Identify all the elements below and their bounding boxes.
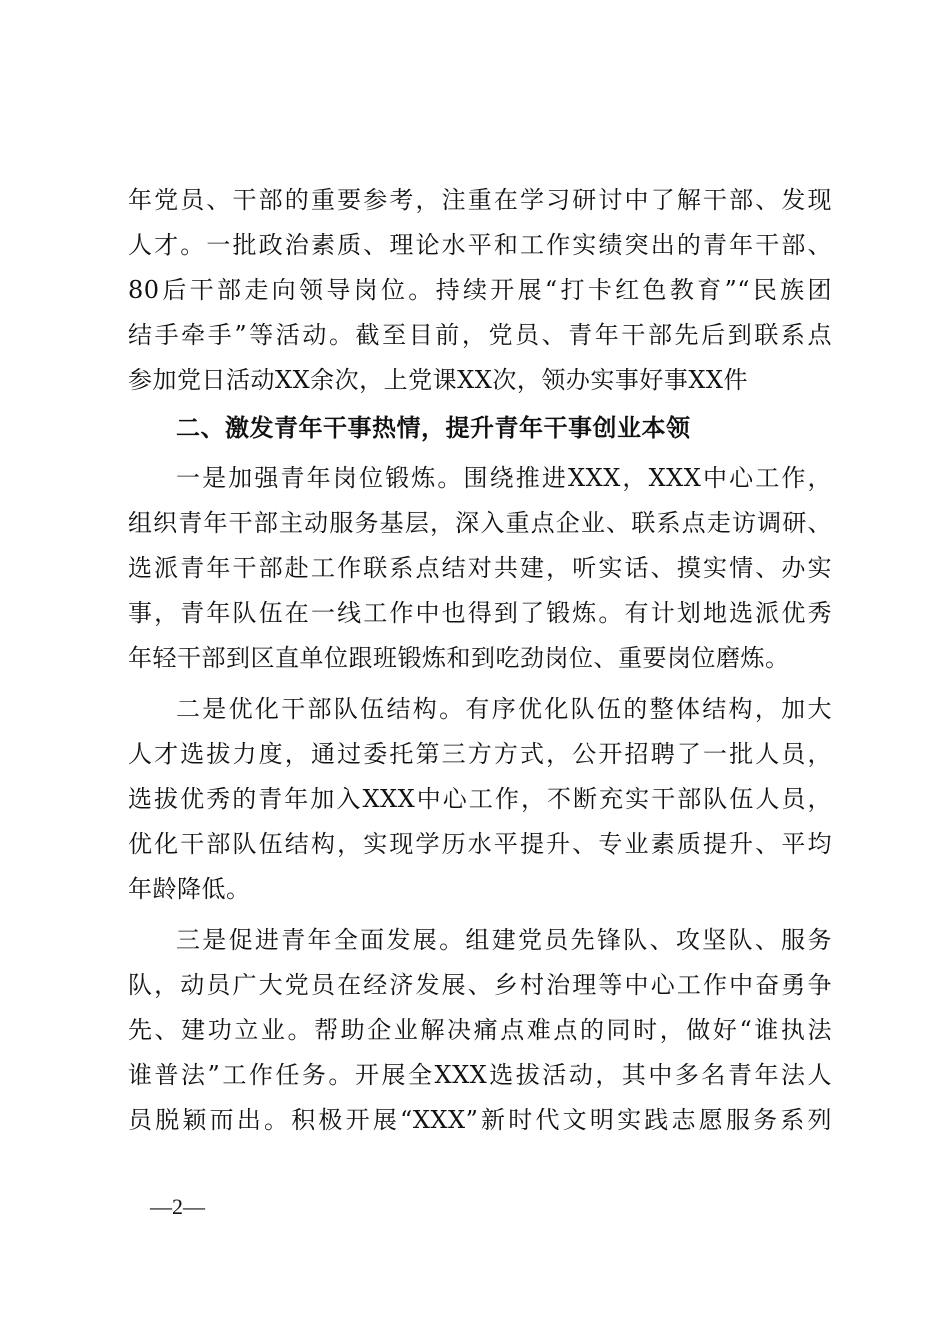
paragraph-line: 三是促进青年全面发展。组建党员先锋队、攻坚队、服务 bbox=[176, 926, 832, 954]
paragraph-line: 结手牵手”等活动。截至目前，党员、青年干部先后到联系点 bbox=[128, 321, 832, 349]
paragraph-line: 谁普法”工作任务。开展全XXX选拔活动，其中多名青年法人 bbox=[128, 1061, 832, 1089]
paragraph-line: 选派青年干部赴工作联系点结对共建，听实话、摸实情、办实 bbox=[128, 554, 832, 582]
paragraph-line: 一是加强青年岗位锻炼。围绕推进XXX，XXX中心工作， bbox=[176, 464, 832, 492]
paragraph-line: 年党员、干部的重要参考，注重在学习研讨中了解干部、发现 bbox=[128, 186, 832, 214]
section-heading: 二、激发青年干事热情，提升青年干事创业本领 bbox=[176, 414, 691, 442]
paragraph-line: 组织青年干部主动服务基层，深入重点企业、联系点走访调研、 bbox=[128, 509, 832, 537]
paragraph-line: 年龄降低。 bbox=[128, 875, 251, 903]
paragraph-line: 先、建功立业。帮助企业解决痛点难点的同时，做好“谁执法 bbox=[128, 1016, 832, 1044]
paragraph-line: 选拔优秀的青年加入XXX中心工作，不断充实干部队伍人员， bbox=[128, 785, 832, 813]
paragraph-line: 人才选拔力度，通过委托第三方方式，公开招聘了一批人员， bbox=[128, 740, 832, 768]
paragraph-line: 80后干部走向领导岗位。持续开展“打卡红色教育”“民族团 bbox=[128, 276, 832, 304]
paragraph-line: 年轻干部到区直单位跟班锻炼和到吃劲岗位、重要岗位磨炼。 bbox=[128, 644, 790, 672]
page-number: —2— bbox=[150, 1194, 205, 1219]
paragraph-line: 参加党日活动XX余次，上党课XX次，领办实事好事XX件 bbox=[128, 366, 749, 394]
paragraph-line: 队，动员广大党员在经济发展、乡村治理等中心工作中奋勇争 bbox=[128, 971, 832, 999]
paragraph-line: 优化干部队伍结构，实现学历水平提升、专业素质提升、平均 bbox=[128, 830, 832, 858]
paragraph-line: 二是优化干部队伍结构。有序优化队伍的整体结构，加大 bbox=[176, 695, 832, 723]
paragraph-line: 员脱颖而出。积极开展“XXX”新时代文明实践志愿服务系列 bbox=[128, 1106, 832, 1134]
paragraph-line: 人才。一批政治素质、理论水平和工作实绩突出的青年干部、 bbox=[128, 231, 832, 259]
paragraph-line: 事，青年队伍在一线工作中也得到了锻炼。有计划地选派优秀 bbox=[128, 599, 832, 627]
